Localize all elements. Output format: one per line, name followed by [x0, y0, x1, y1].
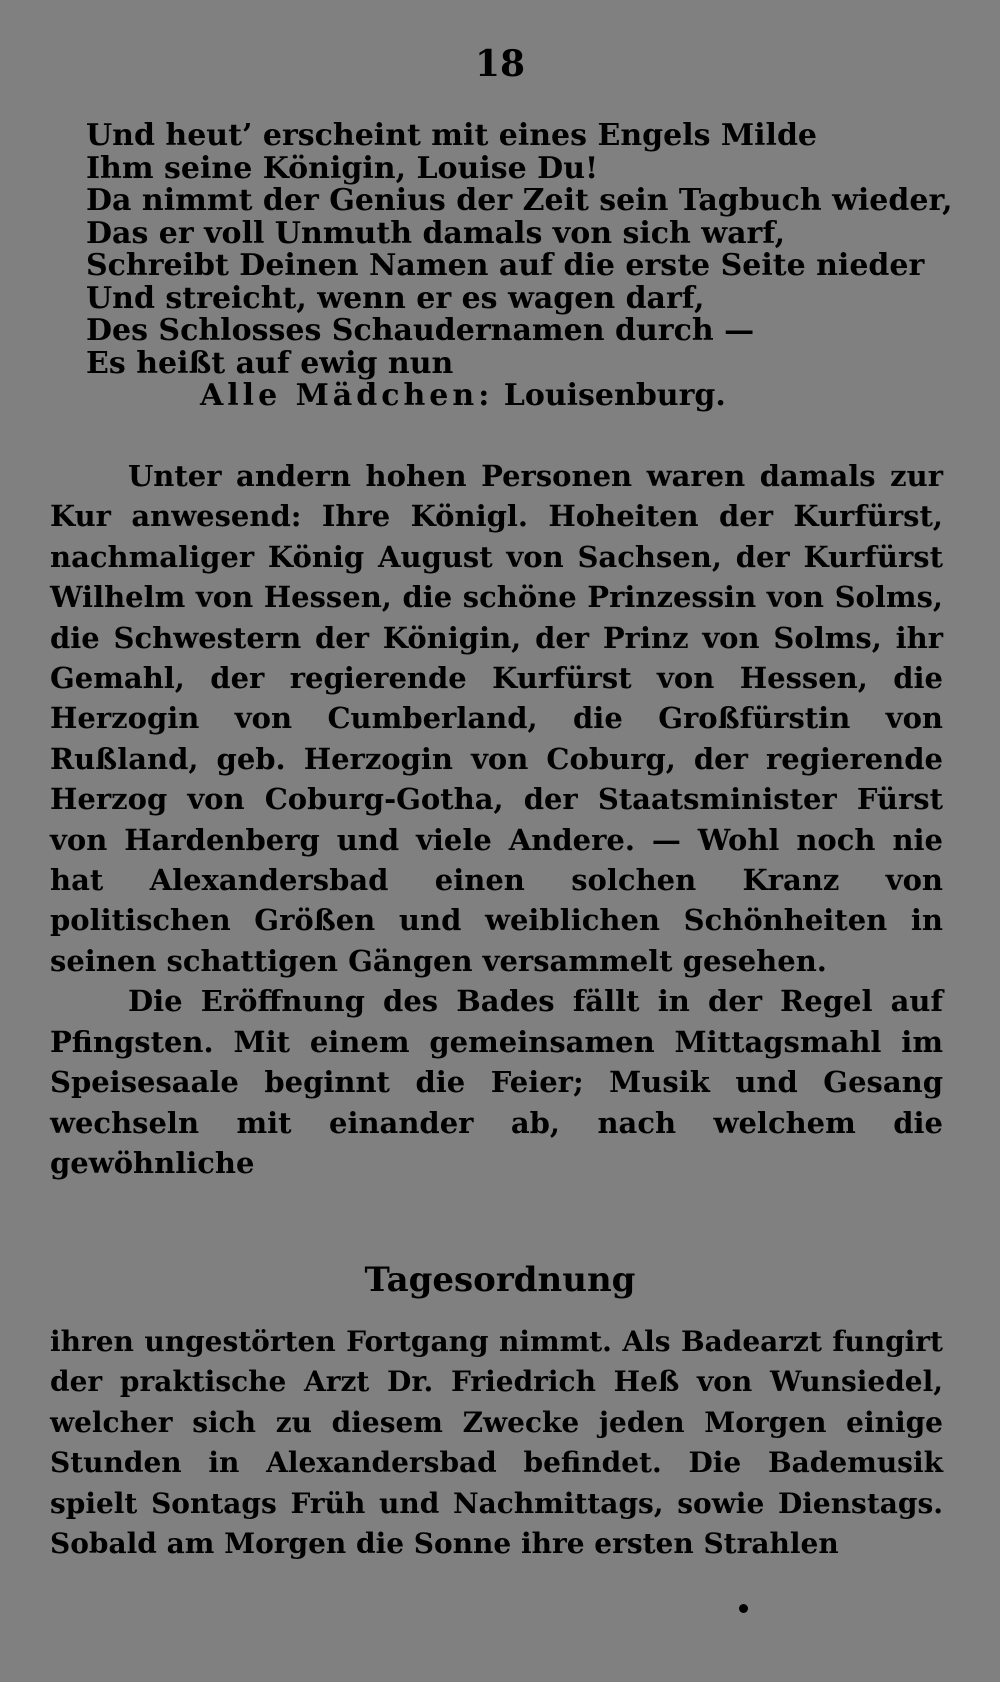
paragraph-opening: Die Eröffnung des Bades fällt in der Regel auf Pfingsten. Mit einem gemeinsamen Mittagsmahl im Speisesaale beginnt die Feier; Musik und Gesang wechseln mit einander ab, nach welchem die gewöhnliche — [50, 984, 943, 1180]
paragraph-guests: Unter andern hohen Personen waren damals zur Kur anwesend: Ihre Königl. Hoheiten der Kurfürst, nachmaliger König August von Sachsen, der Kurfürst Wilhelm von Hessen, die schöne Prinzessin von Solms, die Schwestern der Königin, der Prinz von Solms, ihr Gemahl, der regierende Kurfürst von Hessen, die Herzogin von Cumberland, die Großfürstin von Rußland, geb. Herzogin von Coburg, der regierende Herzog von Coburg-Gotha, der Staatsminister Fürst von Hardenberg und viele Andere. — Wohl noch nie hat Alexandersbad einen solchen Kranz von politischen Größen und weiblichen Schönheiten in seinen schattigen Gängen versammelt gesehen. — [50, 459, 943, 978]
poem-line: Es heißt auf ewig nun — [86, 345, 454, 381]
poem-block — [86, 118, 953, 413]
poem-line: Und heut’ erscheint mit eines Engels Milde — [86, 118, 818, 153]
poem-line: Und streicht, wenn er es wagen darf, — [86, 280, 705, 316]
poem-line: Des Schlosses Schaudernamen durch — — [86, 313, 755, 348]
body-text-lower — [50, 1322, 943, 1564]
poem-line: Da nimmt der Genius der Zeit sein Tagbuch wieder, — [86, 183, 953, 218]
poem-place-name: Louisenburg. — [503, 378, 726, 413]
poem-line: Das er voll Unmuth damals von sich warf, — [86, 215, 786, 251]
body-text-upper — [50, 456, 943, 1183]
paragraph-daily-routine: ihren ungestörten Fortgang nimmt. Als Badearzt fungirt der praktische Arzt Dr. Friedrich Heß von Wunsiedel, welcher sich zu diesem Zwecke jeden Morgen einige Stunden in Alexandersbad befindet. Die Bademusik spielt Sontags Früh und Nachmittags, sowie Dienstags. Sobald am Morgen die Sonne ihre ersten Strahlen — [50, 1325, 943, 1561]
page-number: 18 — [474, 43, 526, 85]
ink-speck — [739, 1604, 748, 1613]
section-heading: Tagesordnung — [364, 1260, 636, 1300]
poem-final-line — [86, 380, 946, 413]
poem-spaced-phrase: Alle Mädchen: — [200, 378, 494, 413]
poem-line: Schreibt Deinen Namen auf die erste Seite nieder — [86, 248, 925, 283]
poem-line: Ihm seine Königin, Louise Du! — [86, 150, 599, 186]
